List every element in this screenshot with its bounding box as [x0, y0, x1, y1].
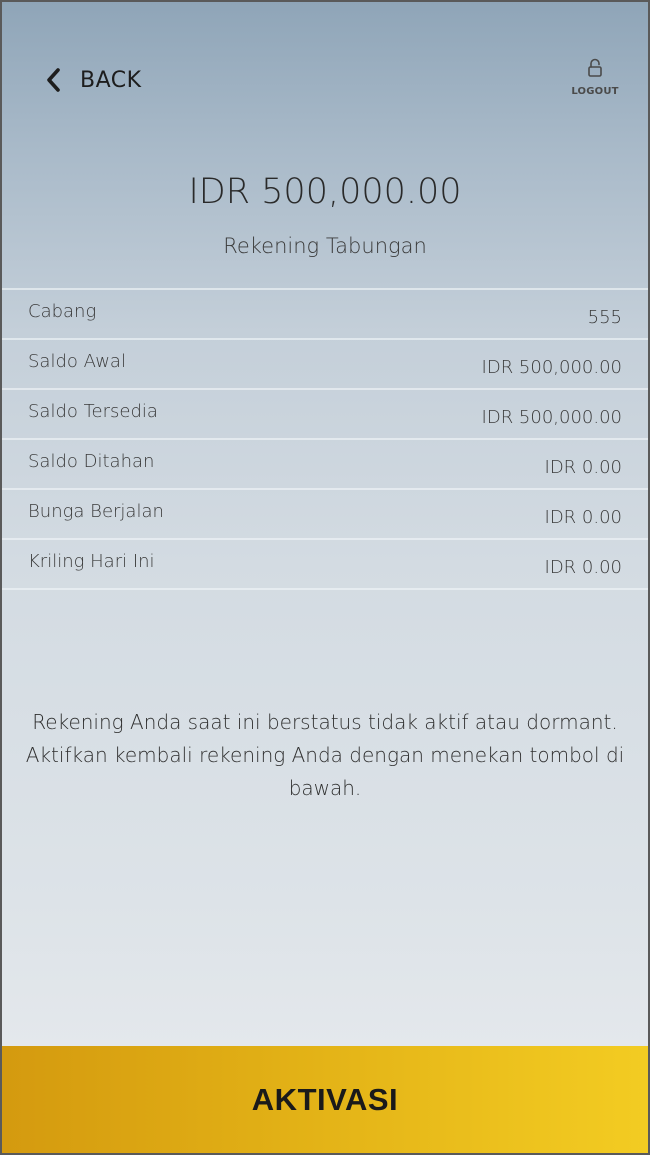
- detail-value: IDR 500,000.00: [481, 356, 622, 378]
- chevron-left-icon: [44, 65, 72, 95]
- detail-row-saldo-tersedia: [2, 388, 648, 438]
- back-button[interactable]: [44, 64, 142, 96]
- account-balance: IDR 500,000.00: [188, 172, 462, 212]
- lock-open-icon: [587, 58, 603, 82]
- detail-label: Saldo Tersedia: [28, 400, 158, 422]
- detail-value: 555: [587, 306, 622, 328]
- detail-row-saldo-ditahan: [2, 438, 648, 488]
- logout-label: LOGOUT: [571, 86, 619, 97]
- detail-row-kriling-hari-ini: [2, 538, 648, 590]
- detail-row-cabang: [2, 288, 648, 338]
- activate-button[interactable]: [2, 1046, 648, 1153]
- detail-row-saldo-awal: [2, 338, 648, 388]
- detail-label: Saldo Ditahan: [28, 450, 155, 472]
- logout-button[interactable]: [568, 58, 622, 97]
- dormant-notice: Rekening Anda saat ini berstatus tidak aktif atau dormant. Aktifkan kembali rekening Anda dengan menekan tombol di bawah.: [25, 710, 625, 800]
- back-label: BACK: [80, 67, 142, 93]
- detail-value: IDR 0.00: [544, 506, 622, 528]
- detail-value: IDR 500,000.00: [481, 406, 622, 428]
- detail-value: IDR 0.00: [544, 456, 622, 478]
- detail-label: Saldo Awal: [28, 350, 126, 372]
- detail-label: Cabang: [28, 300, 97, 322]
- activate-label: AKTIVASI: [251, 1081, 399, 1117]
- detail-label: Bunga Berjalan: [28, 500, 164, 522]
- detail-label: Kriling Hari Ini: [28, 550, 155, 572]
- account-type: Rekening Tabungan: [223, 234, 427, 258]
- detail-row-bunga-berjalan: [2, 488, 648, 538]
- header: [2, 2, 648, 142]
- account-details-list: [2, 288, 648, 590]
- detail-value: IDR 0.00: [544, 556, 622, 578]
